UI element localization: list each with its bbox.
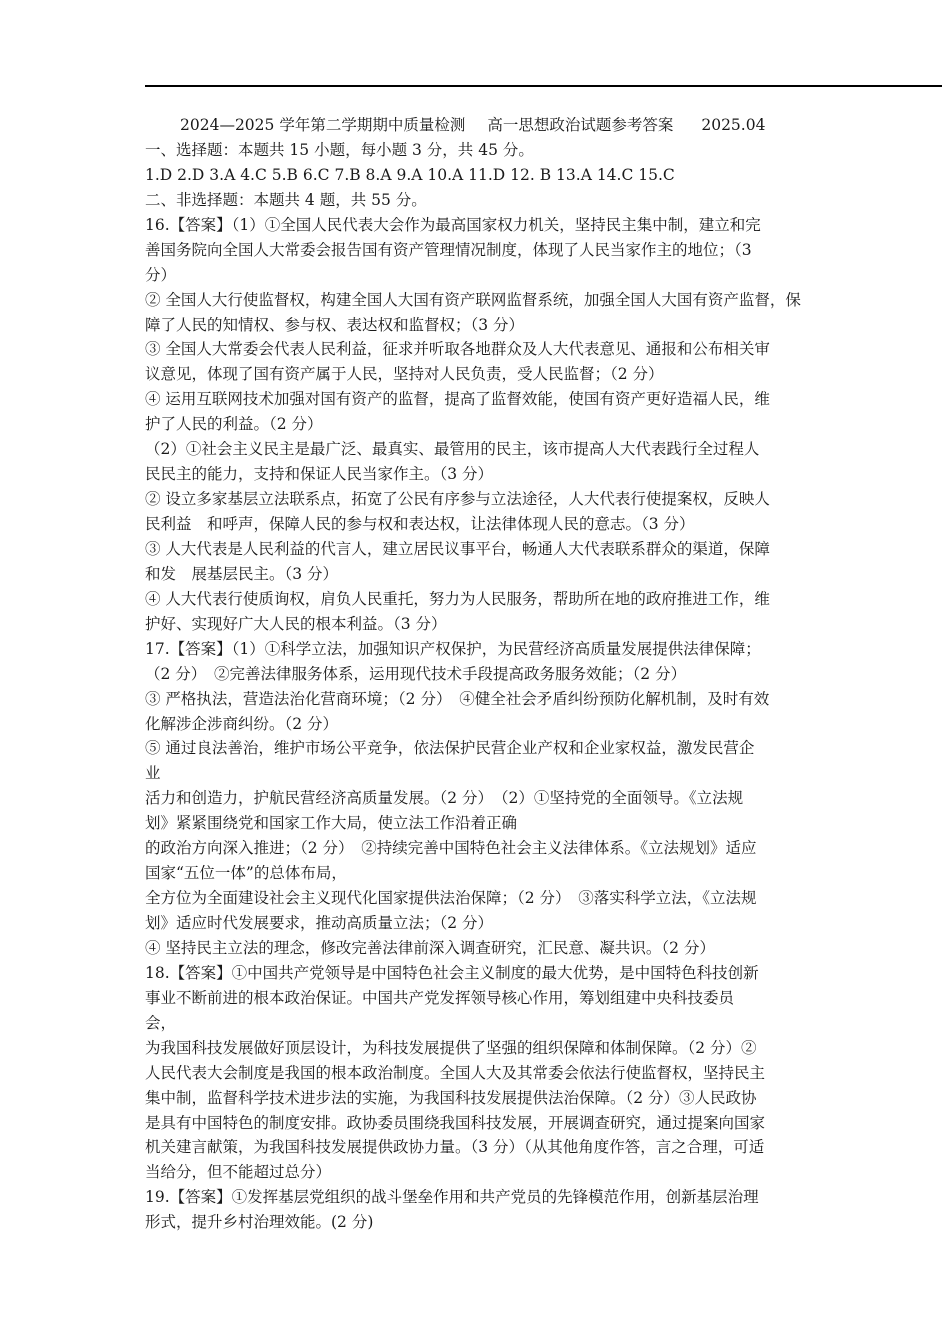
text-line: ③ 人大代表是人民利益的代言人，建立居民议事平台，畅通人大代表联系群众的渠道，保障	[145, 539, 770, 558]
text-line: （2 分） ②完善法律服务体系，运用现代技术手段提高政务服务效能；（2 分）	[145, 664, 687, 683]
text-line: ⑤ 通过良法善治，维护市场公平竞争，依法保护民营企业产权和企业家权益，激发民营企	[145, 739, 755, 758]
answer-key-body	[145, 113, 817, 1235]
text-line: 善国务院向全国人大常委会报告国有资产管理情况制度，体现了人民当家作主的地位；（3	[145, 240, 752, 259]
text-line: 会，	[145, 1013, 177, 1032]
text-line: 为我国科技发展做好顶层设计，为科技发展提供了坚强的组织保障和体制保障。（2 分）②	[145, 1038, 757, 1057]
text-line: 业	[145, 764, 161, 783]
text-line: ④ 运用互联网技术加强对国有资产的监督，提高了监督效能，使国有资产更好造福人民，维	[145, 390, 770, 409]
text-line: 民利益 和呼声，保障人民的参与权和表达权，让法律体现人民的意志。（3 分）	[145, 515, 695, 533]
text-line: 国家“五位一体”的总体布局，	[145, 864, 347, 883]
text-line: 17.【答案】（1）①科学立法，加强知识产权保护，为民营经济高质量发展提供法律保障；	[145, 639, 761, 658]
text-line: 机关建言献策，为我国科技发展提供政协力量。（3 分）（从其他角度作答，言之合理，可适	[145, 1138, 765, 1157]
text-line: 划》紧紧围绕党和国家工作大局，使立法工作沿着正确	[145, 814, 518, 833]
text-line: 16.【答案】（1）①全国人民代表大会作为最高国家权力机关，坚持民主集中制，建立和完	[145, 215, 761, 234]
text-line: 人民代表大会制度是我国的根本政治制度。全国人大及其常委会依法行使监督权，坚持民主	[145, 1063, 766, 1082]
document-title	[145, 113, 817, 138]
text-line: 是具有中国特色的制度安排。政协委员围绕我国科技发展，开展调查研究，通过提案向国家	[145, 1113, 766, 1132]
text-line: 19.【答案】①发挥基层党组织的战斗堡垒作用和共产党员的先锋模范作用，创新基层治理	[145, 1188, 759, 1207]
text-line: ② 全国人大行使监督权，构建全国人大国有资产联网监督系统，加强全国人大国有资产监督，保	[145, 290, 801, 309]
text-line: 议意见，体现了国有资产属于人民，坚持对人民负责，受人民监督；（2 分）	[145, 365, 664, 384]
text-line: ④ 坚持民主立法的理念，修改完善法律前深入调查研究，汇民意、凝共识。（2 分）	[145, 938, 715, 957]
title-date: 2025.04	[701, 116, 766, 134]
text-line: 全方位为全面建设社会主义现代化国家提供法治保障；（2 分） ③落实科学立法，《立法规	[145, 889, 757, 908]
text-line: 民民主的能力，支持和保证人民当家作主。（3 分）	[145, 465, 494, 484]
text-line: 集中制，监督科学技术进步法的实施，为我国科技发展提供法治保障。（2 分）③人民政协	[145, 1088, 757, 1107]
text-line: 18.【答案】①中国共产党领导是中国特色社会主义制度的最大优势，是中国特色科技创新	[145, 963, 759, 982]
text-line: 护好、实现好广大人民的根本利益。（3 分）	[145, 614, 447, 633]
text-line: 划》适应时代发展要求，推动高质量立法；（2 分）	[145, 914, 494, 932]
text-line: 护了人民的利益。（2 分）	[145, 415, 323, 434]
text-line: 的政治方向深入推进；（2 分） ②持续完善中国特色社会主义法律体系。《立法规划》适应	[145, 839, 757, 858]
text-line: ③ 严格执法，营造法治化营商环境；（2 分） ④健全社会矛盾纠纷预防化解机制，及时有效	[145, 689, 770, 708]
text-line: 障了人民的知情权、参与权、表达权和监督权；（3 分）	[145, 315, 525, 334]
text-line: 形式，提升乡村治理效能。(2 分)	[145, 1213, 374, 1232]
text-line: 活力和创造力，护航民营经济高质量发展。（2 分） （2）①坚持党的全面领导。《立法规	[145, 789, 744, 808]
text-line: 事业不断前进的根本政治保证。中国共产党发挥领导核心作用，筹划组建中央科技委员	[145, 988, 735, 1007]
text-line: ③ 全国人大常委会代表人民利益，征求并听取各地群众及人大代表意见、通报和公布相关审	[145, 340, 770, 359]
text-line: ④ 人大代表行使质询权，肩负人民重托，努力为人民服务，帮助所在地的政府推进工作，维	[145, 589, 770, 608]
title-exam: 2024—2025 学年第二学期期中质量检测	[180, 116, 466, 134]
title-subject: 高一思想政治试题参考答案	[487, 116, 674, 134]
text-line: 当给分，但不能超过总分）	[145, 1163, 332, 1182]
text-line: ② 设立多家基层立法联系点，拓宽了公民有序参与立法途径，人大代表行使提案权，反映人	[145, 490, 770, 509]
text-line: （2）①社会主义民主是最广泛、最真实、最管用的民主，该市提高人大代表践行全过程人	[145, 440, 760, 459]
text-line: 分）	[145, 265, 177, 284]
text-line: 1.D 2.D 3.A 4.C 5.B 6.C 7.B 8.A 9.A 10.A 11.D 12. B 13.A 14.C 15.C	[145, 165, 675, 184]
text-line: 化解涉企涉商纠纷。（2 分）	[145, 714, 339, 733]
text-line: 二、非选择题：本题共 4 题，共 55 分。	[145, 190, 427, 209]
text-line: 一、选择题：本题共 15 小题，每小题 3 分，共 45 分。	[145, 140, 534, 159]
header-rule	[145, 85, 942, 87]
text-line: 和发 展基层民主。（3 分）	[145, 564, 339, 583]
